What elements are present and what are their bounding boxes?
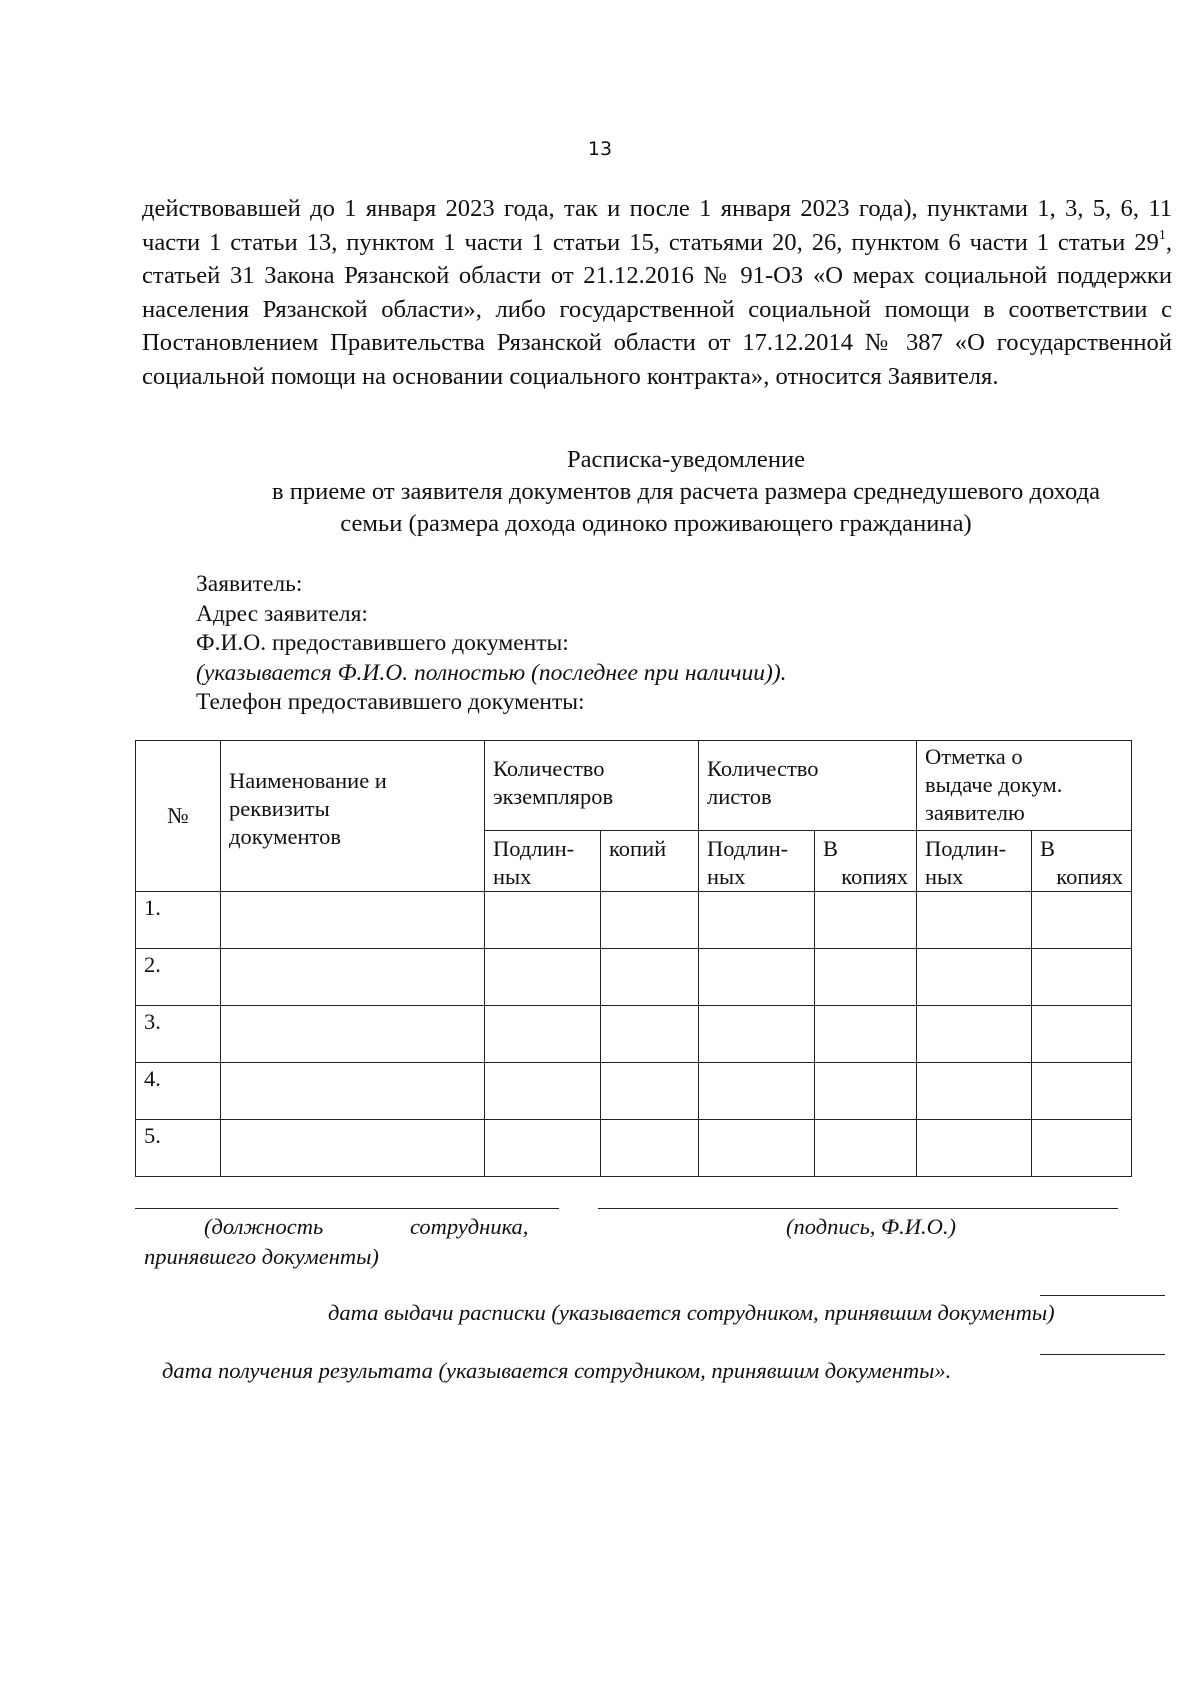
documents-table	[135, 740, 1132, 1177]
cell-document-name[interactable]	[221, 1063, 485, 1120]
row-number: 4.	[136, 1063, 221, 1120]
applicant-fields	[196, 570, 787, 718]
header-issue-mark: Отметка о выдаче докум. заявителю	[917, 741, 1132, 831]
subheader-copies-originals: Подлин- ных	[485, 831, 601, 892]
header-sheets-count: Количество листов	[699, 741, 917, 831]
table-row	[136, 1120, 1132, 1177]
cell-sheets-in-copies[interactable]	[815, 1063, 917, 1120]
submitter-name-note: (указывается Ф.И.О. полностью (последнее при наличии)).	[196, 659, 787, 686]
address-label: Адрес заявителя:	[196, 600, 368, 627]
row-number: 3.	[136, 1006, 221, 1063]
position-caption-part-2: сотрудника,	[410, 1214, 529, 1239]
receipt-title: Расписка-уведомление	[566, 446, 806, 473]
cell-mark-originals[interactable]	[917, 1120, 1032, 1177]
cell-copies-copies[interactable]	[601, 1063, 699, 1120]
cell-mark-in-copies[interactable]	[1032, 892, 1132, 949]
table-row	[136, 949, 1132, 1006]
cell-sheets-originals[interactable]	[699, 1063, 815, 1120]
receipt-subtitle-line-1: в приеме от заявителя документов для расчета размера среднедушевого дохода	[271, 478, 1101, 505]
result-date-line[interactable]	[1040, 1354, 1165, 1355]
paragraph-text-start: действовавшей до 1 января 2023 года, так и после 1 января 2023 года), пунктами 1, 3, 5, 6, 11 части 1 статьи 13, пунктом 1 части 1 статьи 15, статьями 20, 26, пунктом 6 части 1 статьи 29	[142, 195, 1172, 256]
cell-document-name[interactable]	[221, 1006, 485, 1063]
table-row	[136, 892, 1132, 949]
cell-copies-copies[interactable]	[601, 892, 699, 949]
superscript: 1	[1158, 227, 1166, 243]
table-row	[136, 1063, 1132, 1120]
cell-sheets-originals[interactable]	[699, 949, 815, 1006]
cell-sheets-originals[interactable]	[699, 1120, 815, 1177]
cell-document-name[interactable]	[221, 892, 485, 949]
cell-sheets-in-copies[interactable]	[815, 949, 917, 1006]
cell-mark-in-copies[interactable]	[1032, 1063, 1132, 1120]
issue-date-line[interactable]	[1040, 1295, 1165, 1296]
subheader-mark-originals: Подлин- ных	[917, 831, 1032, 892]
receipt-subtitle-line-2: семьи (размера дохода одиноко проживающего гражданина)	[340, 510, 972, 537]
subheader-copies-copies: копий	[601, 831, 699, 892]
subheader-sheets-originals: Подлин- ных	[699, 831, 815, 892]
position-signature-line[interactable]	[135, 1208, 559, 1209]
applicant-label: Заявитель:	[196, 571, 303, 597]
issue-date-caption: дата выдачи расписки (указывается сотрудником, принявшим документы)	[328, 1300, 1055, 1325]
cell-copies-originals[interactable]	[485, 1063, 601, 1120]
cell-document-name[interactable]	[221, 949, 485, 1006]
position-caption-line-2: принявшего документы)	[144, 1244, 379, 1269]
position-caption-part-1: (должность	[204, 1214, 324, 1239]
cell-copies-copies[interactable]	[601, 1120, 699, 1177]
cell-sheets-in-copies[interactable]	[815, 1120, 917, 1177]
cell-copies-copies[interactable]	[601, 949, 699, 1006]
cell-copies-originals[interactable]	[485, 949, 601, 1006]
cell-mark-originals[interactable]	[917, 892, 1032, 949]
header-copies-count: Количество экземпляров	[485, 741, 699, 831]
cell-mark-in-copies[interactable]	[1032, 949, 1132, 1006]
cell-mark-in-copies[interactable]	[1032, 1006, 1132, 1063]
body-paragraph	[142, 192, 1172, 394]
row-number: 5.	[136, 1120, 221, 1177]
cell-document-name[interactable]	[221, 1120, 485, 1177]
submitter-phone-label: Телефон предоставившего документы:	[196, 689, 585, 715]
row-number: 2.	[136, 949, 221, 1006]
paragraph-text-end: , статьей 31 Закона Рязанской области от 21.12.2016 № 91-ОЗ «О мерах социальной поддержки населения Рязанской области», либо государственной социальной помощи в соответствии с Постановлением Правительства Рязанской области от 17.12.2014 № 387 «О государственной социальной помощи на основании социального контракта», относится Заявителя.	[142, 228, 1172, 390]
submitter-name-label: Ф.И.О. предоставившего документы:	[196, 630, 569, 656]
signature-line[interactable]	[598, 1208, 1118, 1209]
row-number: 1.	[136, 892, 221, 949]
cell-sheets-originals[interactable]	[699, 1006, 815, 1063]
cell-mark-in-copies[interactable]	[1032, 1120, 1132, 1177]
subheader-sheets-in-copies: В копиях	[815, 831, 917, 892]
cell-mark-originals[interactable]	[917, 949, 1032, 1006]
cell-sheets-in-copies[interactable]	[815, 1006, 917, 1063]
page-number: 13	[587, 138, 613, 160]
cell-copies-originals[interactable]	[485, 892, 601, 949]
cell-mark-originals[interactable]	[917, 1063, 1032, 1120]
subheader-mark-in-copies: В копиях	[1032, 831, 1132, 892]
cell-mark-originals[interactable]	[917, 1006, 1032, 1063]
cell-sheets-originals[interactable]	[699, 892, 815, 949]
cell-copies-copies[interactable]	[601, 1006, 699, 1063]
cell-sheets-in-copies[interactable]	[815, 892, 917, 949]
signature-caption: (подпись, Ф.И.О.)	[786, 1214, 957, 1239]
result-date-caption: дата получения результата (указывается сотрудником, принявшим документы».	[162, 1358, 952, 1383]
table-row	[136, 1006, 1132, 1063]
header-number: №	[136, 741, 221, 892]
cell-copies-originals[interactable]	[485, 1006, 601, 1063]
header-document-name: Наименование и реквизиты документов	[221, 741, 485, 892]
receipt-heading	[210, 444, 1162, 540]
table-header-row	[136, 741, 1132, 831]
cell-copies-originals[interactable]	[485, 1120, 601, 1177]
